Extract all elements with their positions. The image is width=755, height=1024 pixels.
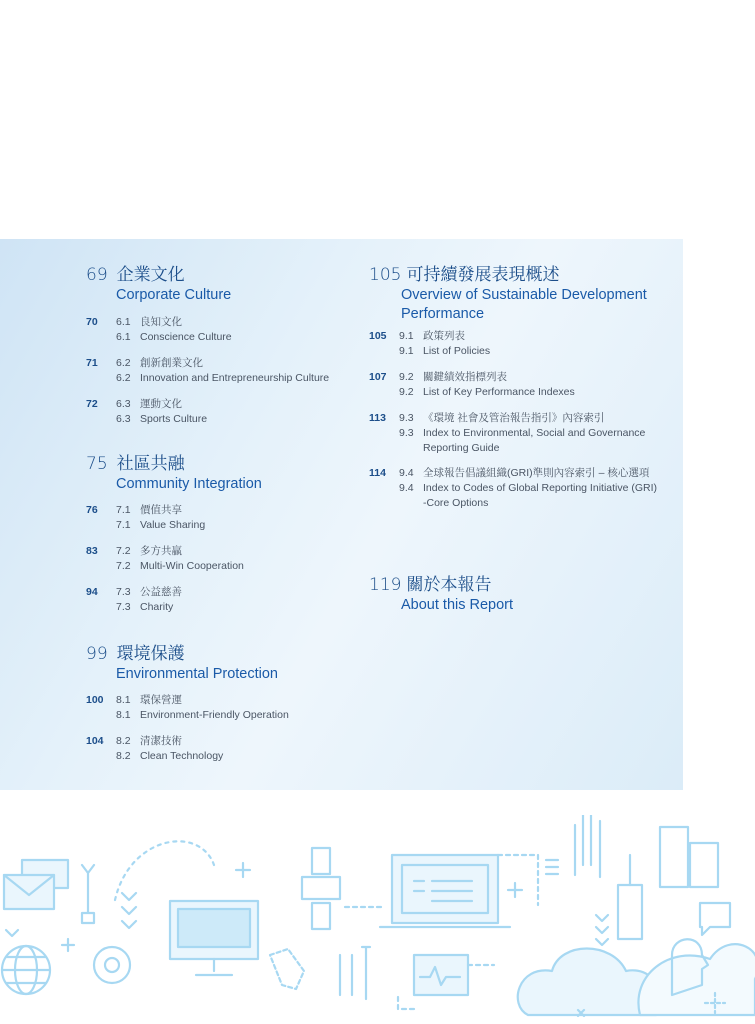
item-title-cn: 政策列表 — [423, 330, 465, 342]
item-title-cn: 關鍵績效指標列表 — [423, 371, 507, 383]
item-page-number: 104 — [86, 735, 104, 747]
laptop-icon — [380, 855, 510, 927]
item-page-number: 83 — [86, 545, 98, 557]
section-title-en: Community Integration — [116, 476, 262, 492]
menu-lines-icon — [546, 860, 558, 874]
item-number: 6.1 — [116, 331, 131, 343]
item-number: 9.2 — [399, 386, 414, 398]
envelope-icon — [4, 860, 68, 909]
item-title-cn: 價值共享 — [140, 504, 182, 516]
item-number: 9.4 — [399, 467, 414, 479]
chevron-down-icon — [596, 915, 608, 945]
item-page-number: 72 — [86, 398, 98, 410]
item-number: 6.3 — [116, 413, 131, 425]
item-number: 7.2 — [116, 545, 131, 557]
section-page-number: 99 — [86, 644, 108, 664]
section-title-en: Environmental Protection — [116, 666, 278, 682]
item-number: 7.1 — [116, 519, 131, 531]
item-title-cn: 全球報告倡議組織(GRI)準則內容索引 – 核心選項 — [423, 467, 650, 479]
item-number: 7.1 — [116, 504, 131, 516]
section-title-cn: 企業文化 — [116, 265, 185, 285]
item-number: 6.2 — [116, 372, 131, 384]
item-number: 6.1 — [116, 316, 131, 328]
item-title-en: Sports Culture — [140, 413, 208, 425]
item-title-en-cont: Reporting Guide — [423, 442, 500, 454]
section-title-cn: 可持續發展表現概述 — [406, 265, 560, 285]
item-title-en: Multi-Win Cooperation — [140, 560, 244, 572]
item-title-en: Index to Codes of Global Reporting Initiative (GRI) — [423, 482, 658, 494]
item-page-number: 105 — [369, 330, 387, 342]
plus-icon — [236, 863, 250, 877]
item-title-cn: 公益慈善 — [140, 586, 182, 598]
technology-line-illustration — [0, 815, 755, 1024]
item-number: 8.1 — [116, 709, 131, 721]
item-title-cn: 運動文化 — [140, 398, 182, 410]
item-number: 7.2 — [116, 560, 131, 572]
item-number: 6.2 — [116, 357, 131, 369]
item-title-en: Conscience Culture — [140, 331, 232, 343]
item-page-number: 71 — [86, 357, 98, 369]
item-title-en-cont: -Core Options — [423, 497, 489, 509]
item-number: 6.3 — [116, 398, 131, 410]
item-title-en: Value Sharing — [140, 519, 206, 531]
item-title-cn: 《環境 社會及管治報告指引》內容索引 — [423, 412, 605, 424]
item-title-en: Clean Technology — [140, 750, 224, 762]
section-title-cn: 環境保護 — [116, 644, 185, 664]
toc-section-community-integration[interactable] — [86, 449, 262, 493]
item-title-cn: 環保營運 — [140, 694, 182, 706]
item-title-en: List of Policies — [423, 345, 491, 357]
city-skyline-icon — [575, 815, 718, 939]
item-page-number: 114 — [369, 467, 386, 479]
item-title-cn: 良知文化 — [140, 316, 182, 328]
item-title-en: Environment-Friendly Operation — [140, 709, 289, 721]
section-title-cn: 關於本報告 — [406, 575, 492, 595]
satellite-icon — [302, 848, 340, 929]
pulse-monitor-icon — [414, 955, 468, 995]
section-title-en: About this Report — [401, 597, 514, 613]
item-title-cn: 清潔技術 — [140, 735, 182, 747]
item-title-en: Charity — [140, 601, 174, 613]
item-page-number: 100 — [86, 694, 104, 706]
item-number: 9.2 — [399, 371, 414, 383]
item-number: 8.2 — [116, 750, 131, 762]
item-title-cn: 創新創業文化 — [140, 357, 203, 369]
item-page-number: 76 — [86, 504, 98, 516]
globe-icon — [2, 946, 50, 994]
cloud-icon — [518, 944, 755, 1015]
item-number: 7.3 — [116, 586, 131, 598]
section-title-cn: 社區共融 — [116, 454, 185, 474]
item-number: 9.1 — [399, 345, 414, 357]
hand-pointer-icon — [270, 949, 304, 989]
toc-section-sustainability-overview[interactable] — [369, 260, 647, 323]
item-title-en: List of Key Performance Indexes — [423, 386, 575, 398]
item-number: 7.3 — [116, 601, 131, 613]
toc-section-environmental-protection[interactable] — [86, 639, 278, 683]
plus-icon — [62, 939, 74, 951]
toc-section-about-report[interactable] — [369, 570, 513, 614]
plus-icon — [508, 883, 522, 897]
section-title-en: Overview of Sustainable Development — [401, 287, 647, 303]
item-page-number: 107 — [369, 371, 387, 383]
section-title-en-cont: Performance — [401, 306, 485, 322]
item-number: 9.4 — [399, 482, 414, 494]
gear-icon — [94, 947, 130, 983]
item-number: 8.1 — [116, 694, 131, 706]
section-page-number: 119 — [369, 575, 402, 595]
item-title-cn: 多方共贏 — [140, 545, 182, 557]
chat-bubble-icon — [700, 903, 730, 935]
item-page-number: 94 — [86, 586, 98, 598]
item-title-en: Index to Environmental, Social and Governance — [423, 427, 646, 439]
wrench-icon — [82, 865, 94, 923]
item-number: 8.2 — [116, 735, 131, 747]
item-number: 9.3 — [399, 412, 414, 424]
item-page-number: 70 — [86, 316, 98, 328]
tools-icon — [340, 947, 370, 999]
item-title-en: Innovation and Entrepreneurship Culture — [140, 372, 330, 384]
section-page-number: 69 — [86, 265, 108, 285]
section-page-number: 75 — [86, 454, 108, 474]
item-page-number: 113 — [369, 412, 386, 424]
item-number: 9.3 — [399, 427, 414, 439]
item-number: 9.1 — [399, 330, 414, 342]
section-title-en: Corporate Culture — [116, 287, 232, 303]
section-page-number: 105 — [369, 265, 402, 285]
toc-section-corporate-culture[interactable] — [86, 260, 231, 304]
monitor-icon — [170, 901, 258, 975]
